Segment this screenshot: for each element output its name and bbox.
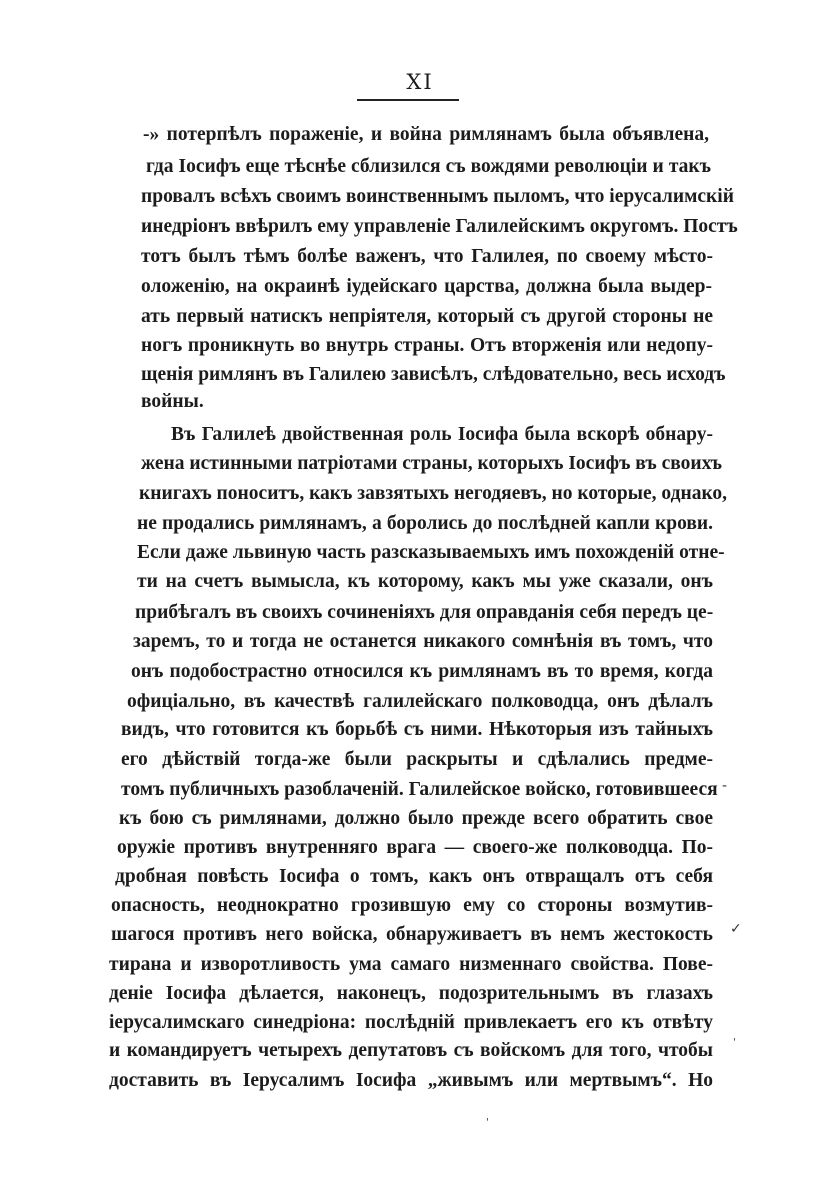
text-line-14: не продались римлянамъ, а боролись до послѣдней капли крови. <box>137 513 713 534</box>
text-line-25: оружіе противъ внутренняго врага — своего-же полководца. По- <box>117 837 713 858</box>
margin-mark-dash: - <box>722 778 728 794</box>
text-line-11: Въ Галилеѣ двойственная роль Іосифа была вскорѣ обнару- <box>171 424 713 445</box>
text-line-27: опасность, неоднократно грозившую ему со стороны возмутив- <box>111 895 713 916</box>
text-line-16: ти на счетъ вымысла, къ которому, какъ мы уже сказали, онъ <box>137 571 713 592</box>
text-line-22: его дѣйствій тогда-же были раскрыты и сдѣлались предме- <box>121 749 713 770</box>
text-line-1: -» потерпѣлъ пораженіе, и война римлянамъ была объявлена, <box>143 124 709 145</box>
text-line-28: шагося противъ него войска, обнаруживаетъ въ немъ жестокость <box>111 924 713 945</box>
text-line-2: гда Іосифъ еще тѣснѣе сблизился съ вождями революціи и такъ <box>146 156 711 177</box>
text-line-4: инедріонъ ввѣрилъ ему управленіе Галилейскимъ округомъ. Постъ <box>141 216 738 237</box>
text-line-6: оложенію, на окраинѣ іудейскаго царства, должна была выдер- <box>141 276 712 297</box>
text-line-23: томъ публичныхъ разоблаченій. Галилейское войско, готовившееся <box>121 779 718 800</box>
text-line-30: деніе Іосифа дѣлается, наконецъ, подозрительнымъ въ глазахъ <box>109 983 713 1004</box>
text-line-12: жена истинными патріотами страны, которыхъ Іосифъ въ своихъ <box>141 453 723 474</box>
margin-mark-tick: ✓ <box>730 921 742 937</box>
margin-mark-dot: ' <box>733 1037 736 1048</box>
text-line-7: ать первый натискъ непріятеля, который съ другой стороны не <box>141 306 713 327</box>
text-line-33: доставить въ Іерусалимъ Іосифа „живымъ или мертвымъ“. Но <box>109 1070 713 1091</box>
text-line-24: къ бою съ римлянами, должно было прежде всего обратить свое <box>119 808 713 829</box>
text-line-3: провалъ всѣхъ своимъ воинственнымъ пыломъ, что іерусалимскій <box>141 186 734 207</box>
text-line-26: дробная повѣсть Іосифа о томъ, какъ онъ отвращалъ отъ себя <box>115 866 713 887</box>
text-line-9: щенія римлянъ въ Галилею зависѣлъ, слѣдовательно, весь исходъ <box>141 364 726 385</box>
text-line-19: онъ подобострастно относился къ римлянамъ въ то время, когда <box>131 661 713 682</box>
text-line-15: Если даже львиную часть разсказываемыхъ имъ похожденій отне- <box>137 542 725 563</box>
text-line-31: іерусалимскаго синедріона: послѣдній привлекаетъ его къ отвѣту <box>109 1012 713 1033</box>
text-line-29: тирана и изворотливость ума самаго низменнаго свойства. Пове- <box>109 954 713 975</box>
page-number-rule <box>357 99 459 101</box>
bottom-speck: ' <box>486 1117 489 1128</box>
text-line-5: тотъ былъ тѣмъ болѣе важенъ, что Галилея, по своему мѣсто- <box>141 246 713 267</box>
text-line-18: зaремъ, то и тогда не останется никакого сомнѣнія въ томъ, что <box>133 631 713 652</box>
text-line-13: книгахъ поноситъ, какъ завзятыхъ негодяевъ, но которые, однако, <box>139 483 728 504</box>
text-line-32: и командируетъ четырехъ депутатовъ съ войскомъ для того, чтобы <box>109 1040 713 1061</box>
page-number: XI <box>406 70 434 94</box>
text-line-21: видъ, что готовится къ борьбѣ съ ними. Нѣкоторыя изъ тайныхъ <box>121 719 713 740</box>
text-line-17: прибѣгалъ въ своихъ сочиненіяхъ для оправданія себя передъ це- <box>135 602 714 623</box>
text-line-20: офиціально, въ качествѣ галилейскаго полководца, онъ дѣлалъ <box>127 691 713 712</box>
text-line-10: войны. <box>141 391 204 412</box>
text-line-8: ногъ проникнуть во внутрь страны. Отъ вторженія или недопу- <box>141 335 713 356</box>
